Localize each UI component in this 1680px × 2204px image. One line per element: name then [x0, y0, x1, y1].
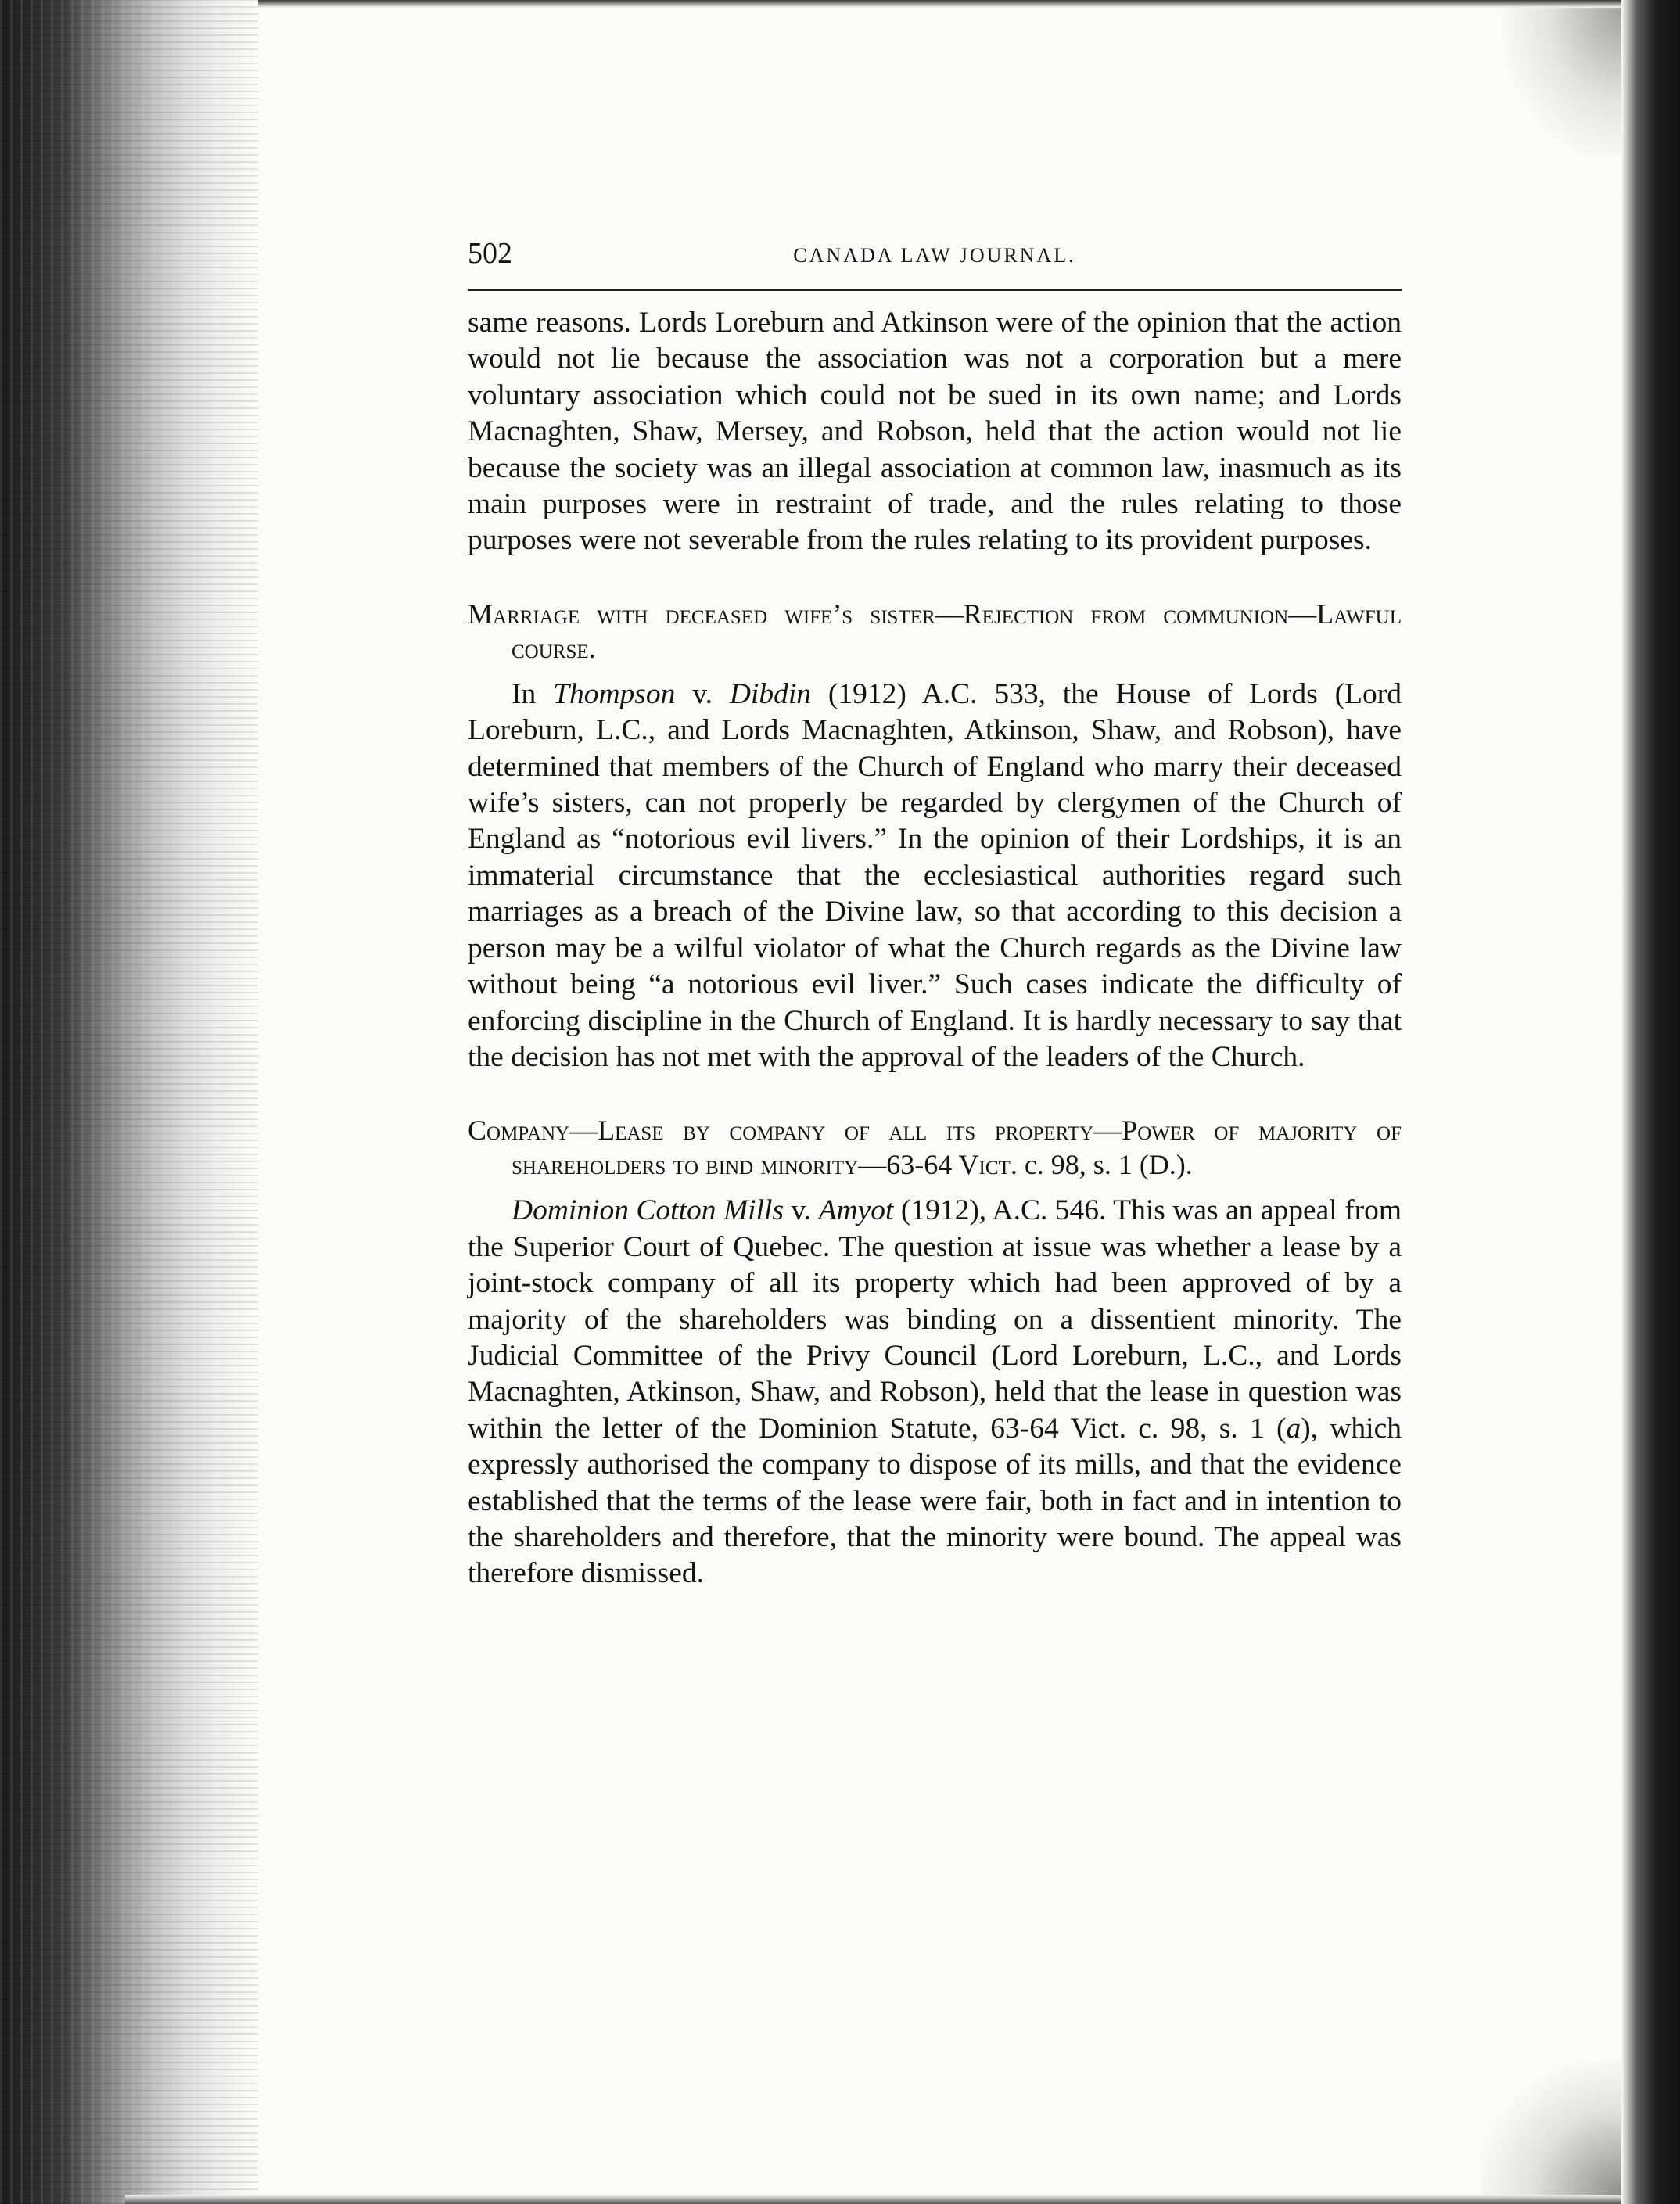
page-edge-right — [1621, 0, 1680, 2204]
continued-paragraph: same reasons. Lords Loreburn and Atkinson were of the opinion that the action would not lie because the association was not a corporation but a mere voluntary association which could not be sued in its own name; and Lords Macnaghten, Shaw, Mersey, and Robson, held that the action would not lie because the society was an illegal association at common law, inasmuch as its main purposes were in restraint of trade, and the rules relating to those purposes were not severable from the rules relating to its provident purposes. — [468, 307, 1402, 557]
para-subsection: a — [1286, 1412, 1301, 1445]
scan-smudge-top-right — [1504, 8, 1621, 156]
para-intro: In — [512, 677, 554, 710]
page-number: 502 — [468, 237, 512, 270]
case-name-amyot: Amyot — [818, 1194, 894, 1227]
versus: v. — [784, 1194, 819, 1227]
paragraph-thompson-v-dibdin — [468, 677, 1402, 1075]
journal-title: CANADA LAW JOURNAL. — [793, 244, 1076, 267]
paragraph-dominion-cotton-mills — [468, 1193, 1402, 1592]
case-name-dominion-cotton-mills: Dominion Cotton Mills — [512, 1194, 784, 1227]
para-end: ), which expressly authorised the company to dispose of its mills, and that the evidence established that the terms of the lease were fair, both in fact and in intention to the shareholders and therefore, that the minority were bound. The appeal was therefore dismissed. — [468, 1412, 1402, 1590]
case-name-thompson: Thompson — [553, 677, 676, 710]
versus: v. — [675, 677, 730, 710]
header-rule — [468, 289, 1402, 291]
running-head — [468, 233, 1402, 282]
scan-smudge-bottom-right — [1481, 2062, 1621, 2195]
para-text: (1912), A.C. 546. This was an appeal from the Superior Court of Quebec. The question at issue was whether a lease by a joint-stock company of all its property which had been approved of by a majority of the shareholders was binding on a dissentient minority. The Judicial Committee of the Privy Council (Lord Loreburn, L.C., and Lords Macnaghten, Atkinson, Shaw, and Robson), held that the lease in question was within the letter of the Dominion Statute, 63-64 Vict. c. 98, s. 1 ( — [468, 1194, 1402, 1445]
heading-text: Company—Lease by company of all its property—Power of majority of shareholders to bind minority—63-64 Vict. — [468, 1115, 1402, 1181]
section-heading-company — [468, 1113, 1402, 1182]
para-text: (1912) A.C. 533, the House of Lords (Lord Loreburn, L.C., and Lords Macnaghten, Atkinson, Shaw, and Robson), have determined that members of the Church of England who marry their deceased wife’s sisters, can not properly be regarded by clergymen of the Church of England as “notorious evil livers.” In the opinion of their Lordships, it is an immaterial circumstance that the ecclesiastical authorities regard such marriages as a breach of the Divine law, so that according to this decision a person may be a wilful violator of what the Church regards as the Divine law without being “a notorious evil liver.” Such cases indicate the difficulty of enforcing discipline in the Church of England. It is hardly necessary to say that the decision has not met with the approval of the leaders of the Church. — [468, 677, 1402, 1073]
page-edge-top — [258, 0, 1621, 8]
heading-citation: c. 98, s. 1 (D.). — [1017, 1149, 1193, 1181]
journal-page — [468, 233, 1402, 1592]
section-heading-marriage — [468, 597, 1402, 666]
heading-text: Marriage with deceased wife’s sister—Rejection from communion—Lawful course. — [468, 598, 1402, 664]
case-name-dibdin: Dibdin — [729, 677, 811, 710]
binding-shadow-left — [0, 0, 258, 2204]
page-edge-bottom — [125, 2195, 1621, 2204]
